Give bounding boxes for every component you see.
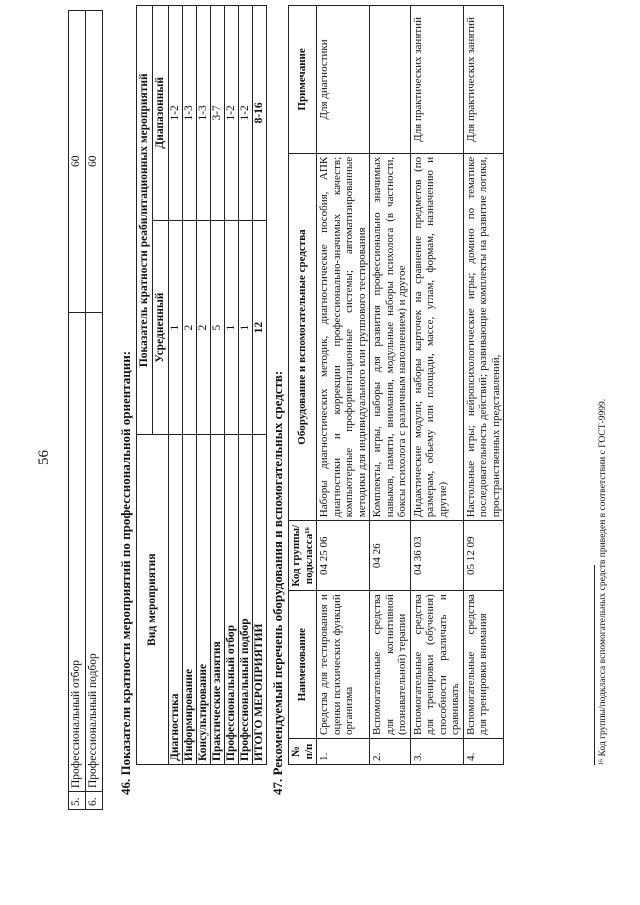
col-num: № п/п [289,739,317,765]
row-num: 5. [69,792,86,810]
range-value: 1-2 [239,6,253,221]
row-equipment: Комплекты, игры, наборы для развития профессионально значимых навыков, памяти, внимания, модульные наборы психолога (в частности, боксы психолога с различным наполнением) и другое [370,153,411,520]
row-note [370,6,411,154]
row-code: 04 36 03 [410,521,463,591]
row-name: Вспомогательные средства для когнитивной (познавательной) терапии [370,591,411,739]
table-row [225,6,239,765]
activity-name: Информирование [183,435,197,765]
activity-name: Консультирование [197,435,211,765]
table-row [211,6,225,765]
range-value: 1-2 [169,6,183,221]
table-row [410,6,463,765]
col-note: Примечание [289,6,317,154]
row-name: Профессиональный отбор [69,312,86,791]
row-code: 04 26 [370,521,411,591]
col-avg: Усредненный [153,220,169,435]
row-equipment: Наборы диагностических методик, диагностические пособия, АПК диагностики и коррекции профессионально-значимых качеств; компьютерные профориентационные системы; автоматизированные методики для индивидуального или группового тестирования [317,153,370,520]
avg-value: 1 [225,220,239,435]
range-value: 1-3 [197,6,211,221]
total-avg: 12 [253,220,267,435]
row-name: Средства для тестирования и оценки психических функций организма [317,591,370,739]
activity-name: Практические занятия [211,435,225,765]
row-name: Профессиональный подбор [86,312,103,791]
activity-name: Профессиональный подбор [239,435,253,765]
table-row [197,6,211,765]
page-number: 56 [36,450,52,465]
activity-name: Профессиональный отбор [225,435,239,765]
row-num: 3. [410,739,463,765]
table-row [239,6,253,765]
row-note: Для практических занятий [410,6,463,154]
row-num: 2. [370,739,411,765]
range-value: 3-7 [211,6,225,221]
table-row [183,6,197,765]
avg-value: 1 [169,220,183,435]
total-range: 8-16 [253,6,267,221]
row-equipment: Дидактические модули; наборы карточек на сравнение предметов (по размерам, объему или площади, массе, углам, формам, назначению и другие) [410,153,463,520]
col-code: Код группы/ подкласса¹⁶ [289,521,317,591]
activity-name: Диагностика [169,435,183,765]
col-name: Наименование [289,591,317,739]
avg-value: 1 [239,220,253,435]
table-row [86,11,103,810]
table-row [370,6,411,765]
row-code: 05 12 09 [463,521,504,591]
table-row [169,6,183,765]
col-activity: Вид мероприятия [137,435,169,765]
col-equipment: Оборудование и вспомогательные средства [289,153,317,520]
row-value: 60 [69,11,86,313]
table-row-total [253,6,267,765]
equipment-table [288,5,504,765]
frequency-table [136,5,267,765]
row-equipment: Настольные игры; нейропсихологические игры; домино по тематике последовательность действий; развивающие комплекты на развитие логики, пространственных представлений, [463,153,504,520]
row-num: 1. [317,739,370,765]
col-indicator: Показатель кратности реабилитационных мероприятий [137,6,153,435]
row-note: Для практических занятий [463,6,504,154]
section-47-heading: 47. Рекомендуемый перечень оборудования и вспомогательных средств: [270,370,285,795]
col-range: Диапазонный [153,6,169,221]
row-name: Вспомогательные средства для тренировки внимания [463,591,504,739]
row-note: Для диагностики [317,6,370,154]
range-value: 1-2 [225,6,239,221]
row-code: 04 25 06 [317,521,370,591]
footnote: ¹⁶ Код группы/подкласса вспомогательных средств приведен в соответствии с ГОСТ-9999. [598,398,608,765]
avg-value: 5 [211,220,225,435]
top-table [68,10,103,810]
avg-value: 2 [197,220,211,435]
row-name: Вспомогательные средства для тренировки (обучения) способности различать и сравнивать [410,591,463,739]
row-value: 60 [86,11,103,313]
row-num: 4. [463,739,504,765]
section-46-heading: 46. Показатели кратности мероприятий по профессиональной ориентации: [118,350,133,795]
footnote-divider [594,565,595,765]
avg-value: 2 [183,220,197,435]
row-num: 6. [86,792,103,810]
range-value: 1-3 [183,6,197,221]
table-row [463,6,504,765]
table-row [69,11,86,810]
table-row [317,6,370,765]
total-label: ИТОГО МЕРОПРИЯТИЙ [253,435,267,765]
